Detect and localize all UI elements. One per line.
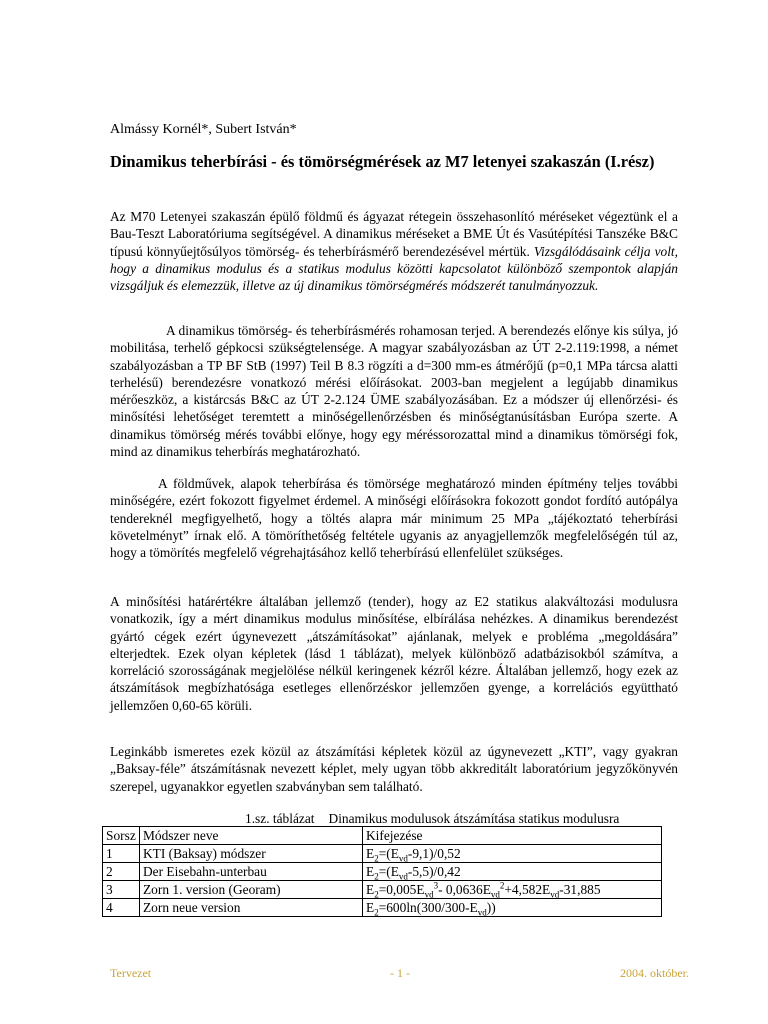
table-caption-label: 1.sz. táblázat (245, 811, 315, 826)
paragraph-intro-italic: Vizsgálódásaink célja volt, hogy a dinamikus modulus és a statikus modulus közötti kapcsolatot különböző szempontok alapján vizsgáljuk és elemezzük, illetve az új dinamikus tömörségmérés módszerét tanulmányozzuk. (110, 243, 678, 294)
footer-draft-label: Tervezet (110, 966, 152, 980)
row-number: 2 (103, 863, 140, 881)
row-expression: $E_2=(E_{vd}-9,1)/0,52$ (363, 845, 662, 863)
table-caption (245, 811, 685, 827)
paragraph-intro (110, 208, 678, 294)
row-number: 4 (103, 899, 140, 917)
footer-page-number: - 1 - (390, 966, 410, 980)
table-row (103, 899, 662, 917)
paragraph-qualification: A minősítési határértékre általában jellemző (tender), hogy az E2 statikus alakváltozási modulusra vonatkozik, így a mért dinamikus modulus minősítése, elbírálása nehézkes. A dinamikus berendezést gyártó cégek ezért úgynevezett „átszámításokat” ajánlanak, melyek e probléma „megoldására” elterjedtek. Ezek olyan képletek (lásd 1 táblázat), melyek különböző adatbázisokból számítva, a korreláció szorosságának megjelölése nélkül keringenek kézről kézre. Általában jellemző, hogy ezek az átszámítások megbízhatósága esetleges ellenőrzéskor jellemzően gyenge, a korrelációs együttható jellemzően 0,60-65 körüli. (110, 594, 678, 713)
table-row (103, 881, 662, 899)
paragraph-earthworks: A földművek, alapok teherbírása és tömörsége meghatározó minden építmény teljes további minőségére, ezért fokozott figyelmet érdemel. A minőségi előírásokra fokozott gondot fordító autópálya tendereknél megfigyelhető, hogy a töltés alapra már minimum 25 MPa „tájékoztató teherbírási követelményt” írnak elő. A tömöríthetőség feltétele ugyanis az anyagjellemzők megfelelőségén túl az, hogy a tömörítés megfelelő végrehajtásához kellő teherbírású ellenfelület szükséges. (110, 476, 678, 561)
row-method-name: KTI (Baksay) módszer (140, 845, 363, 863)
row-method-name: Zorn 1. version (Georam) (140, 881, 363, 899)
row-number: 3 (103, 881, 140, 899)
table-header-row (103, 827, 662, 845)
authors-line: Almássy Kornél*, Subert István* (110, 122, 297, 137)
header-sorsz: Sorsz (103, 827, 140, 845)
row-number: 1 (103, 845, 140, 863)
paragraph-kti-formula: Leginkább ismeretes ezek közül az átszámítási képletek közül az úgynevezett „KTI”, vagy gyakran „Baksay-féle” átszámításnak nevezett képlet, mely ugyan több akkreditált laboratórium jegyzőkönyvén szerepel, ugyanakkor egyetlen szabványban sem található. (110, 744, 678, 794)
paragraph-intro-plain: Az M70 Letenyei szakaszán épülő földmű és ágyazat rétegein összehasonlító méréseket végeztünk el a Bau-Teszt Laboratóriuma segítségével. A dinamikus méréseket a BME Út és Vasútépítési Tanszéke B&C típusú könnyűejtősúlyos tömörség- és teherbírásmérő berendezésével mértük. (110, 209, 678, 259)
row-expression: $E_2=0,005E_{vd}^3-$ $0,0636E_{vd}^2+4,582E_{vd}-31,885$ (363, 881, 662, 899)
row-method-name: Zorn neue version (140, 899, 363, 917)
conversion-table (102, 826, 662, 917)
table-row (103, 845, 662, 863)
table-caption-text: Dinamikus modulusok átszámítása statikus modulusra (328, 811, 620, 826)
table-row (103, 863, 662, 881)
header-method-name: Módszer neve (140, 827, 363, 845)
row-expression: $E_2=(E_{vd}-5,5)/0,42$ (363, 863, 662, 881)
paragraph-dynamic-measurement: A dinamikus tömörség- és teherbírásmérés rohamosan terjed. A berendezés előnye kis súlya, jó mobilitása, terhelő gépkocsi szükségtelensége. A magyar szabályozásban az ÚT 2-2.119:1998, a német szabályozásban a TP BF StB (1997) Teil B 8.3 rögzíti a d=300 mm-es átmérőjű (p=0,1 MPa tárcsa alatti terhelésű) berendezésre vonatkozó mérési előírásokat. 2003-ban megjelent a legújabb dinamikus mérőeszköz, a kistárcsás B&C az ÚT 2-2.124 ÜME szabályozásában. Ez a módszer új ellenőrzési- és minősítési lehetőséget teremtett a minőségellenőrzésben és minőségtanúsításban Európa szerte. A dinamikus tömörség mérés további előnye, hogy egy méréssorozattal mind a dinamikus tömörségi fok, mind az dinamikus teherbírás meghatározható. (110, 323, 678, 460)
article-title: Dinamikus teherbírási - és tömörségmérések az M7 letenyei szakaszán (I.rész) (110, 152, 655, 171)
footer-date: 2004. október. (620, 966, 689, 980)
row-method-name: Der Eisebahn-unterbau (140, 863, 363, 881)
row-expression: $E_2=600\ln(300/300-E_{vd})$) (363, 899, 662, 917)
header-expression: Kifejezése (363, 827, 662, 845)
